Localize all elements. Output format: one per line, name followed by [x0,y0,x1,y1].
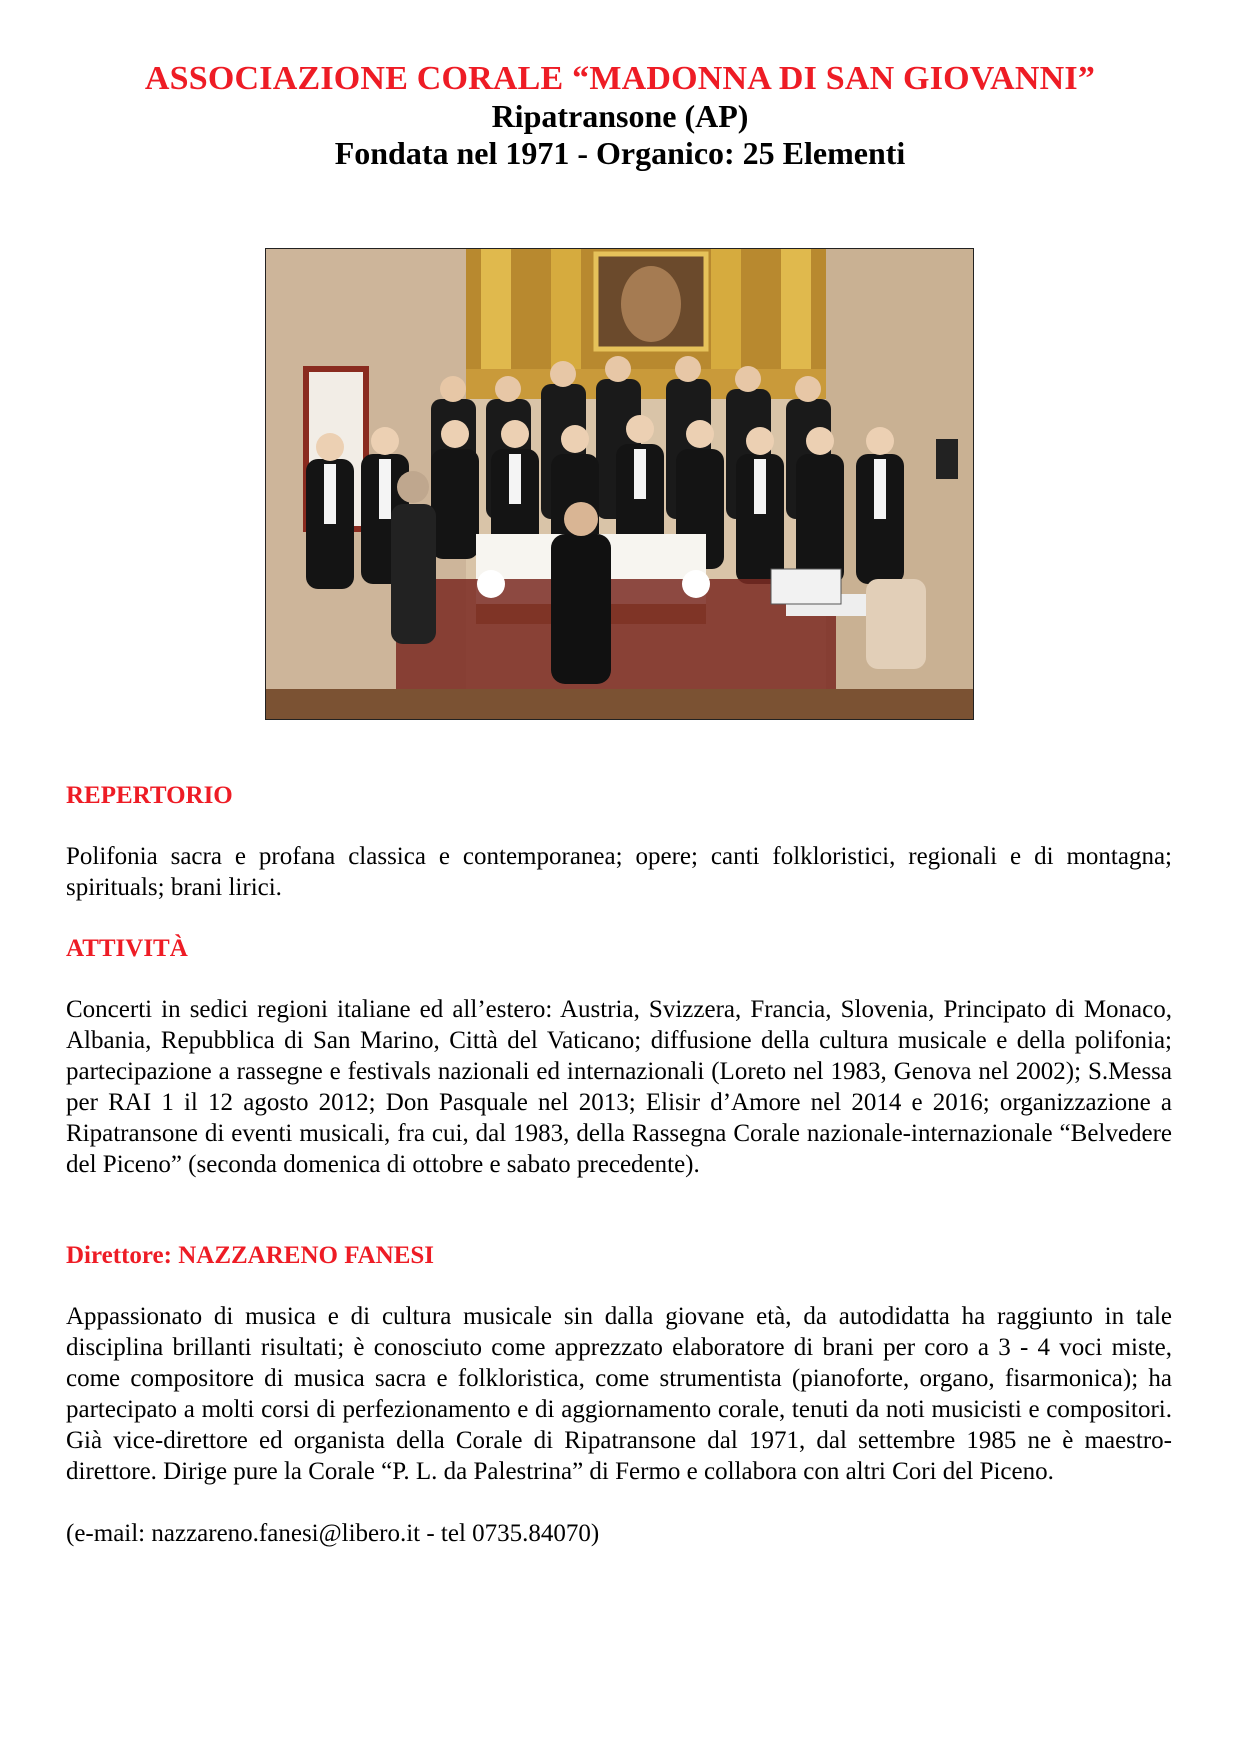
direttore-section [66,1240,1172,1549]
repertorio-section [66,780,1172,903]
repertorio-heading: REPERTORIO [66,782,233,809]
direttore-heading: Direttore: NAZZARENO FANESI [66,1242,435,1269]
choir-photo [265,248,974,720]
choir-photo-icon [266,249,973,719]
repertorio-text: Polifonia sacra e profana classica e contemporanea; opere; canti folkloristici, regionali e di montagna; spirituals; brani lirici. [66,843,1172,901]
direttore-text: Appassionato di musica e di cultura musicale sin dalla giovane età, da autodidatta ha raggiunto in tale disciplina brillanti risultati; è conosciuto come apprezzato elaboratore di brani per coro a 3 - 4 voci miste, come compositore di musica sacra e folkloristica, come strumentista (pianoforte, organo, fisarmonica); ha partecipato a molti corsi di perfezionamento e di aggiornamento corale, tenuti da noti musicisti e compositori. Già vice-direttore ed organista della Corale di Ripatransone dal 1971, dal settembre 1985 ne è maestro-direttore. Dirige pure la Corale “P. L. da Palestrina” di Fermo e collabora con altri Cori del Piceno. [66,1303,1172,1485]
document-header [0,60,1240,172]
contact-line: (e-mail: nazzareno.fanesi@libero.it - tel 0735.84070) [66,1520,600,1547]
attivita-section [66,933,1172,1180]
association-title: ASSOCIAZIONE CORALE “MADONNA DI SAN GIOVANNI” [144,60,1096,97]
attivita-text: Concerti in sedici regioni italiane ed all’estero: Austria, Svizzera, Francia, Slovenia, Principato di Monaco, Albania, Repubblica di San Marino, Città del Vaticano; diffusione della cultura musicale e della polifonia; partecipazione a rassegne e festivals nazionali ed internazionali (Loreto nel 1983, Genova nel 2002); S.Messa per RAI 1 il 12 agosto 2012; Don Pasquale nel 2013; Elisir d’Amore nel 2014 e 2016; organizzazione a Ripatransone di eventi musicali, fra cui, dal 1983, della Rassegna Corale nazionale-internazionale “Belvedere del Piceno” (seconda domenica di ottobre e sabato precedente). [66,996,1172,1178]
location-line: Ripatransone (AP) [491,98,749,134]
attivita-heading: ATTIVITÀ [66,935,188,962]
founded-line: Fondata nel 1971 - Organico: 25 Elementi [334,135,906,171]
